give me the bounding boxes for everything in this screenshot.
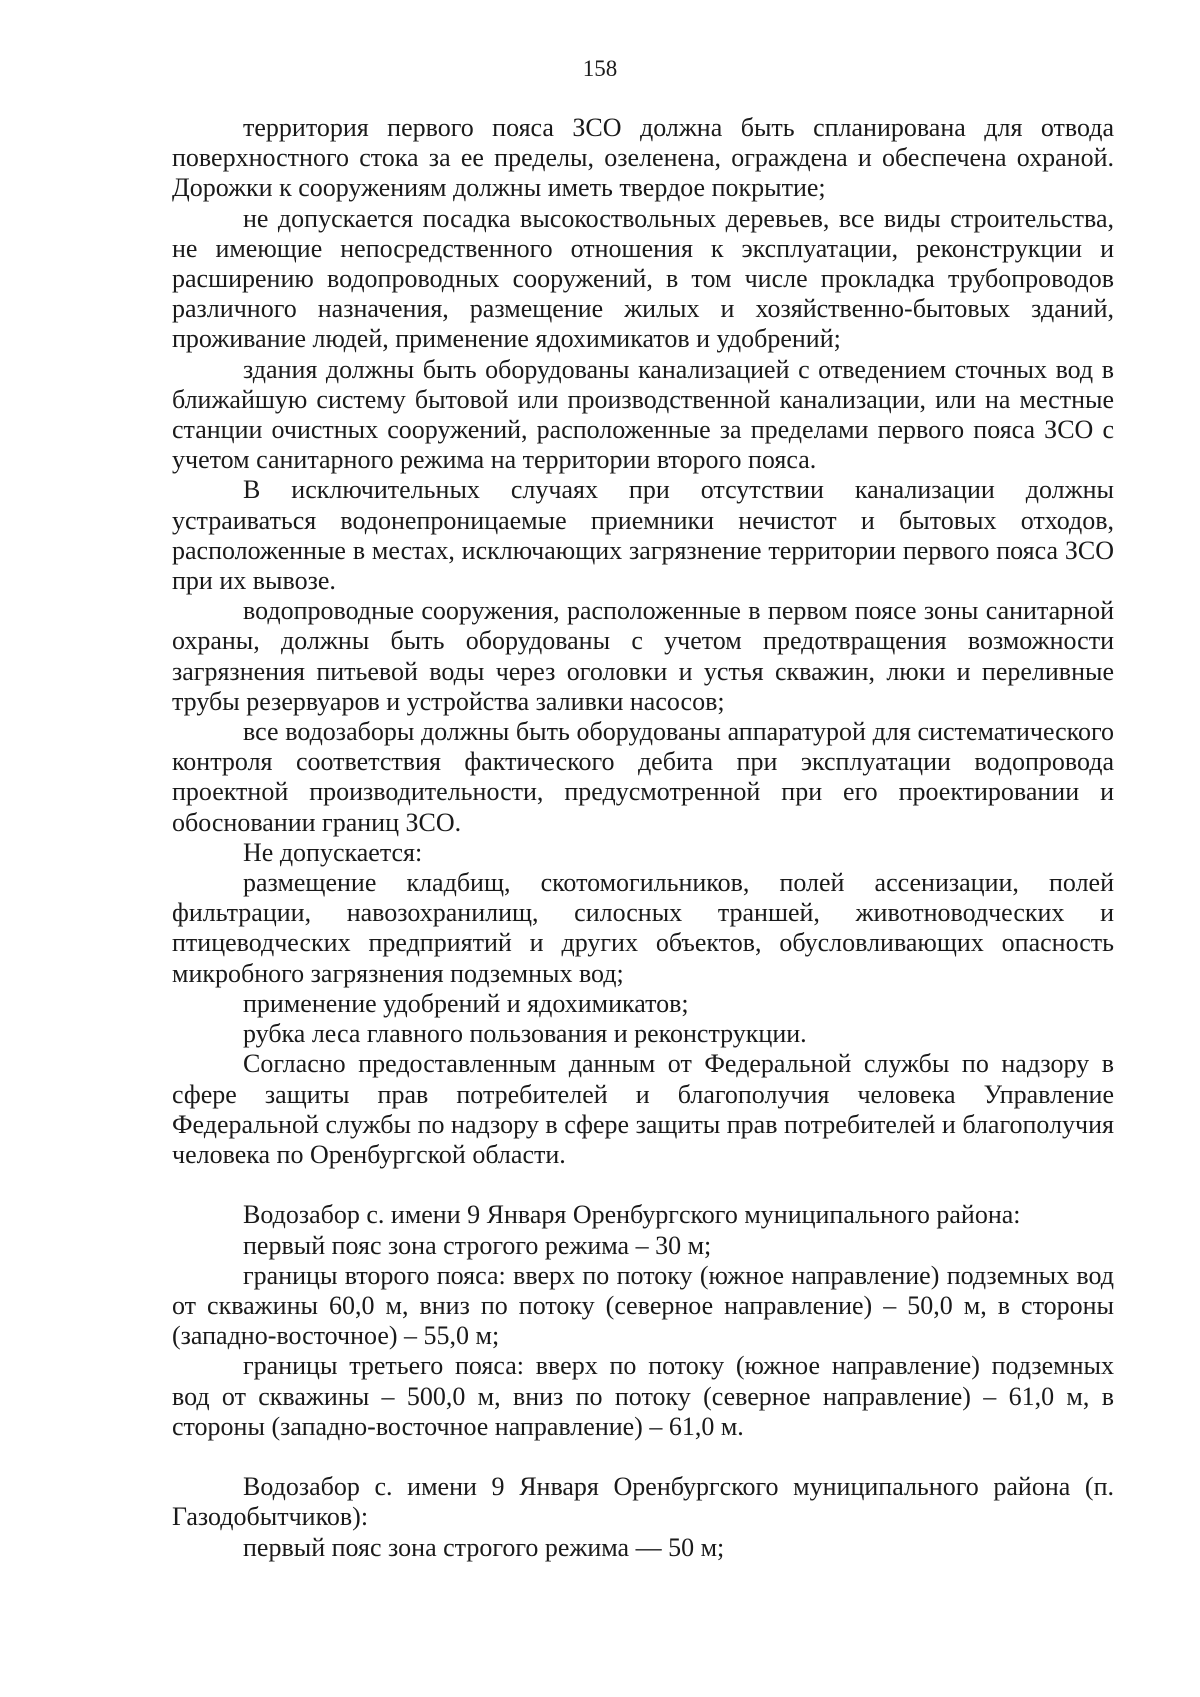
paragraph: применение удобрений и ядохимикатов;: [243, 988, 689, 1018]
paragraph: первый пояс зона строгого режима – 30 м;: [243, 1230, 712, 1260]
paragraph: рубка леса главного пользования и реконструкции.: [243, 1019, 807, 1049]
page-number: 158: [582, 56, 618, 81]
document-body: [172, 113, 1114, 1563]
paragraph: В исключительных случаях при отсутствии канализации должны устраиваться водонепроницаемые приемники нечистот и бытовых отходов, расположенные в местах, исключающих загрязнение территории первого пояса ЗСО при их вывозе.: [172, 475, 1114, 596]
paragraph: водопроводные сооружения, расположенные в первом поясе зоны санитарной охраны, должны быть оборудованы с учетом предотвращения возможности загрязнения питьевой воды через оголовки и устья скважин, люки и переливные трубы резервуаров и устройства заливки насосов;: [172, 596, 1114, 716]
paragraph: все водозаборы должны быть оборудованы аппаратурой для систематического контроля соответствия фактического дебита при эксплуатации водопровода проектной производительности, предусмотренной при его проектировании и обосновании границ ЗСО.: [172, 717, 1114, 837]
paragraph: не допускается посадка высокоствольных деревьев, все виды строительства, не имеющие непосредственного отношения к эксплуатации, реконструкции и расширению водопроводных сооружений, в том числе прокладка трубопроводов различного назначения, размещение жилых и хозяйственно-бытовых зданий, проживание людей, применение ядохимикатов и удобрений;: [172, 203, 1114, 354]
paragraph: здания должны быть оборудованы канализацией с отведением сточных вод в ближайшую систему бытовой или производственной канализации, или на местные станции очистных сооружений, расположенные за пределами первого пояса ЗСО с учетом санитарного режима на территории второго пояса.: [172, 354, 1114, 475]
paragraph: Не допускается:: [243, 837, 423, 867]
paragraph: границы третьего пояса: вверх по потоку (южное направление) подземных вод от скважины – 500,0 м, вниз по потоку (северное направление) – 61,0 м, в стороны (западно-восточное направление) – 61,0 м.: [172, 1351, 1114, 1441]
section-heading: Водозабор с. имени 9 Января Оренбургского муниципального района (п. Газодобытчиков):: [172, 1472, 1114, 1532]
paragraph: размещение кладбищ, скотомогильников, полей ассенизации, полей фильтрации, навозохранилищ, силосных траншей, животноводческих и птицеводческих предприятий и других объектов, обусловливающих опасность микробного загрязнения подземных вод;: [172, 868, 1114, 988]
paragraph: первый пояс зона строгого режима — 50 м;: [243, 1532, 725, 1562]
section-heading: Водозабор с. имени 9 Января Оренбургского муниципального района:: [243, 1200, 1021, 1230]
paragraph: территория первого пояса ЗСО должна быть спланирована для отвода поверхностного стока за ее пределы, озеленена, ограждена и обеспечена охраной. Дорожки к сооружениям должны иметь твердое покрытие;: [172, 113, 1114, 203]
paragraph: Согласно предоставленным данным от Федеральной службы по надзору в сфере защиты прав потребителей и благополучия человека Управление Федеральной службы по надзору в сфере защиты прав потребителей и благополучия человека по Оренбургской области.: [172, 1049, 1114, 1169]
paragraph: границы второго пояса: вверх по потоку (южное направление) подземных вод от скважины 60,0 м, вниз по потоку (северное направление) – 50,0 м, в стороны (западно-восточное) – 55,0 м;: [172, 1260, 1114, 1351]
